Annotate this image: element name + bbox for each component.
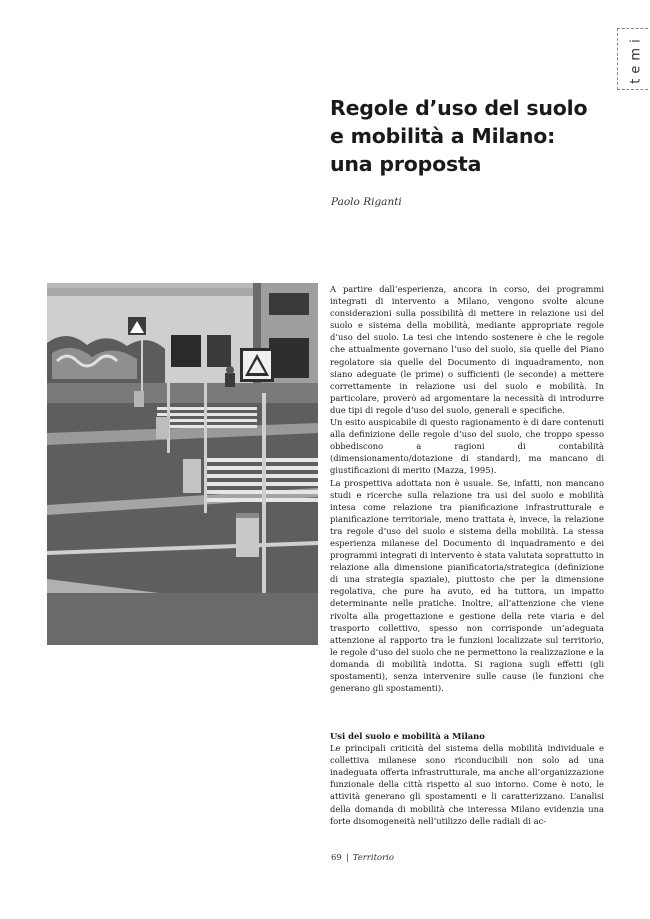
section-usi-del-suolo: [330, 730, 604, 827]
section-tab-label: temi: [628, 34, 644, 84]
body-paragraph: La prospettiva adottata non è usuale. Se, infatti, non mancano studi e ricerche sulla relazione tra usi del suolo e mobilità intesa come relazione tra pianificazione infrastrutturale e pianificazione territoriale, meno trattata è, invece, la relazione tra regole d’uso del suolo e sistema della mobilità. La stessa esperienza milanese del Documento di inquadramento e dei programmi integrati di intervento è stata valutata soprattutto in relazione alla dimensione pianificatoria/strategica (definizione di una strategia spaziale), piuttosto che per la dimensione regolativa, che pure ha avuto, ed ha tuttora, un impatto determinante nelle pratiche. Inoltre, all’attenzione che viene rivolta alla progettazione e gestione della rete viaria e del trasporto collettivo, spesso non corrisponde un’adeguata attenzione al rapporto tra le funzioni localizzate sul territorio, le regole d’uso del suolo che ne permettono la realizzazione e la domanda di mobilità indotta. Si ragiona sugli effetti (gli spostamenti), senza intervenire sulle cause (le funzioni che generano gli spostamenti).: [330, 477, 604, 694]
title-line: e mobilità a Milano:: [330, 124, 556, 148]
article-body: [330, 283, 604, 694]
title-line: Regole d’uso del suolo: [330, 96, 588, 120]
section-heading: Usi del suolo e mobilità a Milano: [330, 731, 485, 741]
page-footer: [331, 853, 394, 863]
page-number: 69: [331, 853, 342, 863]
section-tab-temi: [617, 28, 648, 90]
section-paragraph: Le principali criticità del sistema della mobilità individuale e collettiva milanese sono riconducibili non solo ad una inadeguata offerta infrastrutturale, ma anche all’organizzazione funzionale della città rispetto al suo intorno. Come è noto, le attività generano gli spostamenti e li caratterizzano. L’analisi della domanda di mobilità che interessa Milano evidenzia una forte disomogeneità nell’utilizzo delle radiali di ac-: [330, 743, 604, 826]
street-photo: [47, 283, 318, 645]
title-line: una proposta: [330, 152, 482, 176]
body-paragraph: Un esito auspicabile di questo ragionamento è di dare contenuti alla definizione delle regole d’uso del suolo, che troppo spesso obbediscono a ragioni di contabilità (dimensionamento/dotazione di standard), ma mancano di giustificazioni di merito (Mazza, 1995).: [330, 417, 604, 476]
article-author: Paolo Riganti: [331, 196, 402, 208]
body-paragraph: A partire dall’esperienza, ancora in corso, dei programmi integrati di intervento a Milano, vengono svolte alcune considerazioni sulla possibilità di mettere in relazione usi del suolo e sistema della mobilità, mediante appropriate regole d’uso del suolo. La tesi che intendo sostenere è che le regole che attualmente governano l’uso del suolo, sia quelle del Piano regolatore sia quelle del Documento di inquadramento, non siano adeguate (le prime) o sufficienti (le seconde) a mettere correttamente in relazione usi del suolo e mobilità. In particolare, proverò ad argomentare la necessità di introdurre due tipi di regole d’uso del suolo, generali e specifiche.: [330, 284, 604, 415]
footer-separator: |: [345, 853, 349, 863]
article-title: [330, 94, 610, 178]
journal-name: Territorio: [352, 853, 395, 863]
